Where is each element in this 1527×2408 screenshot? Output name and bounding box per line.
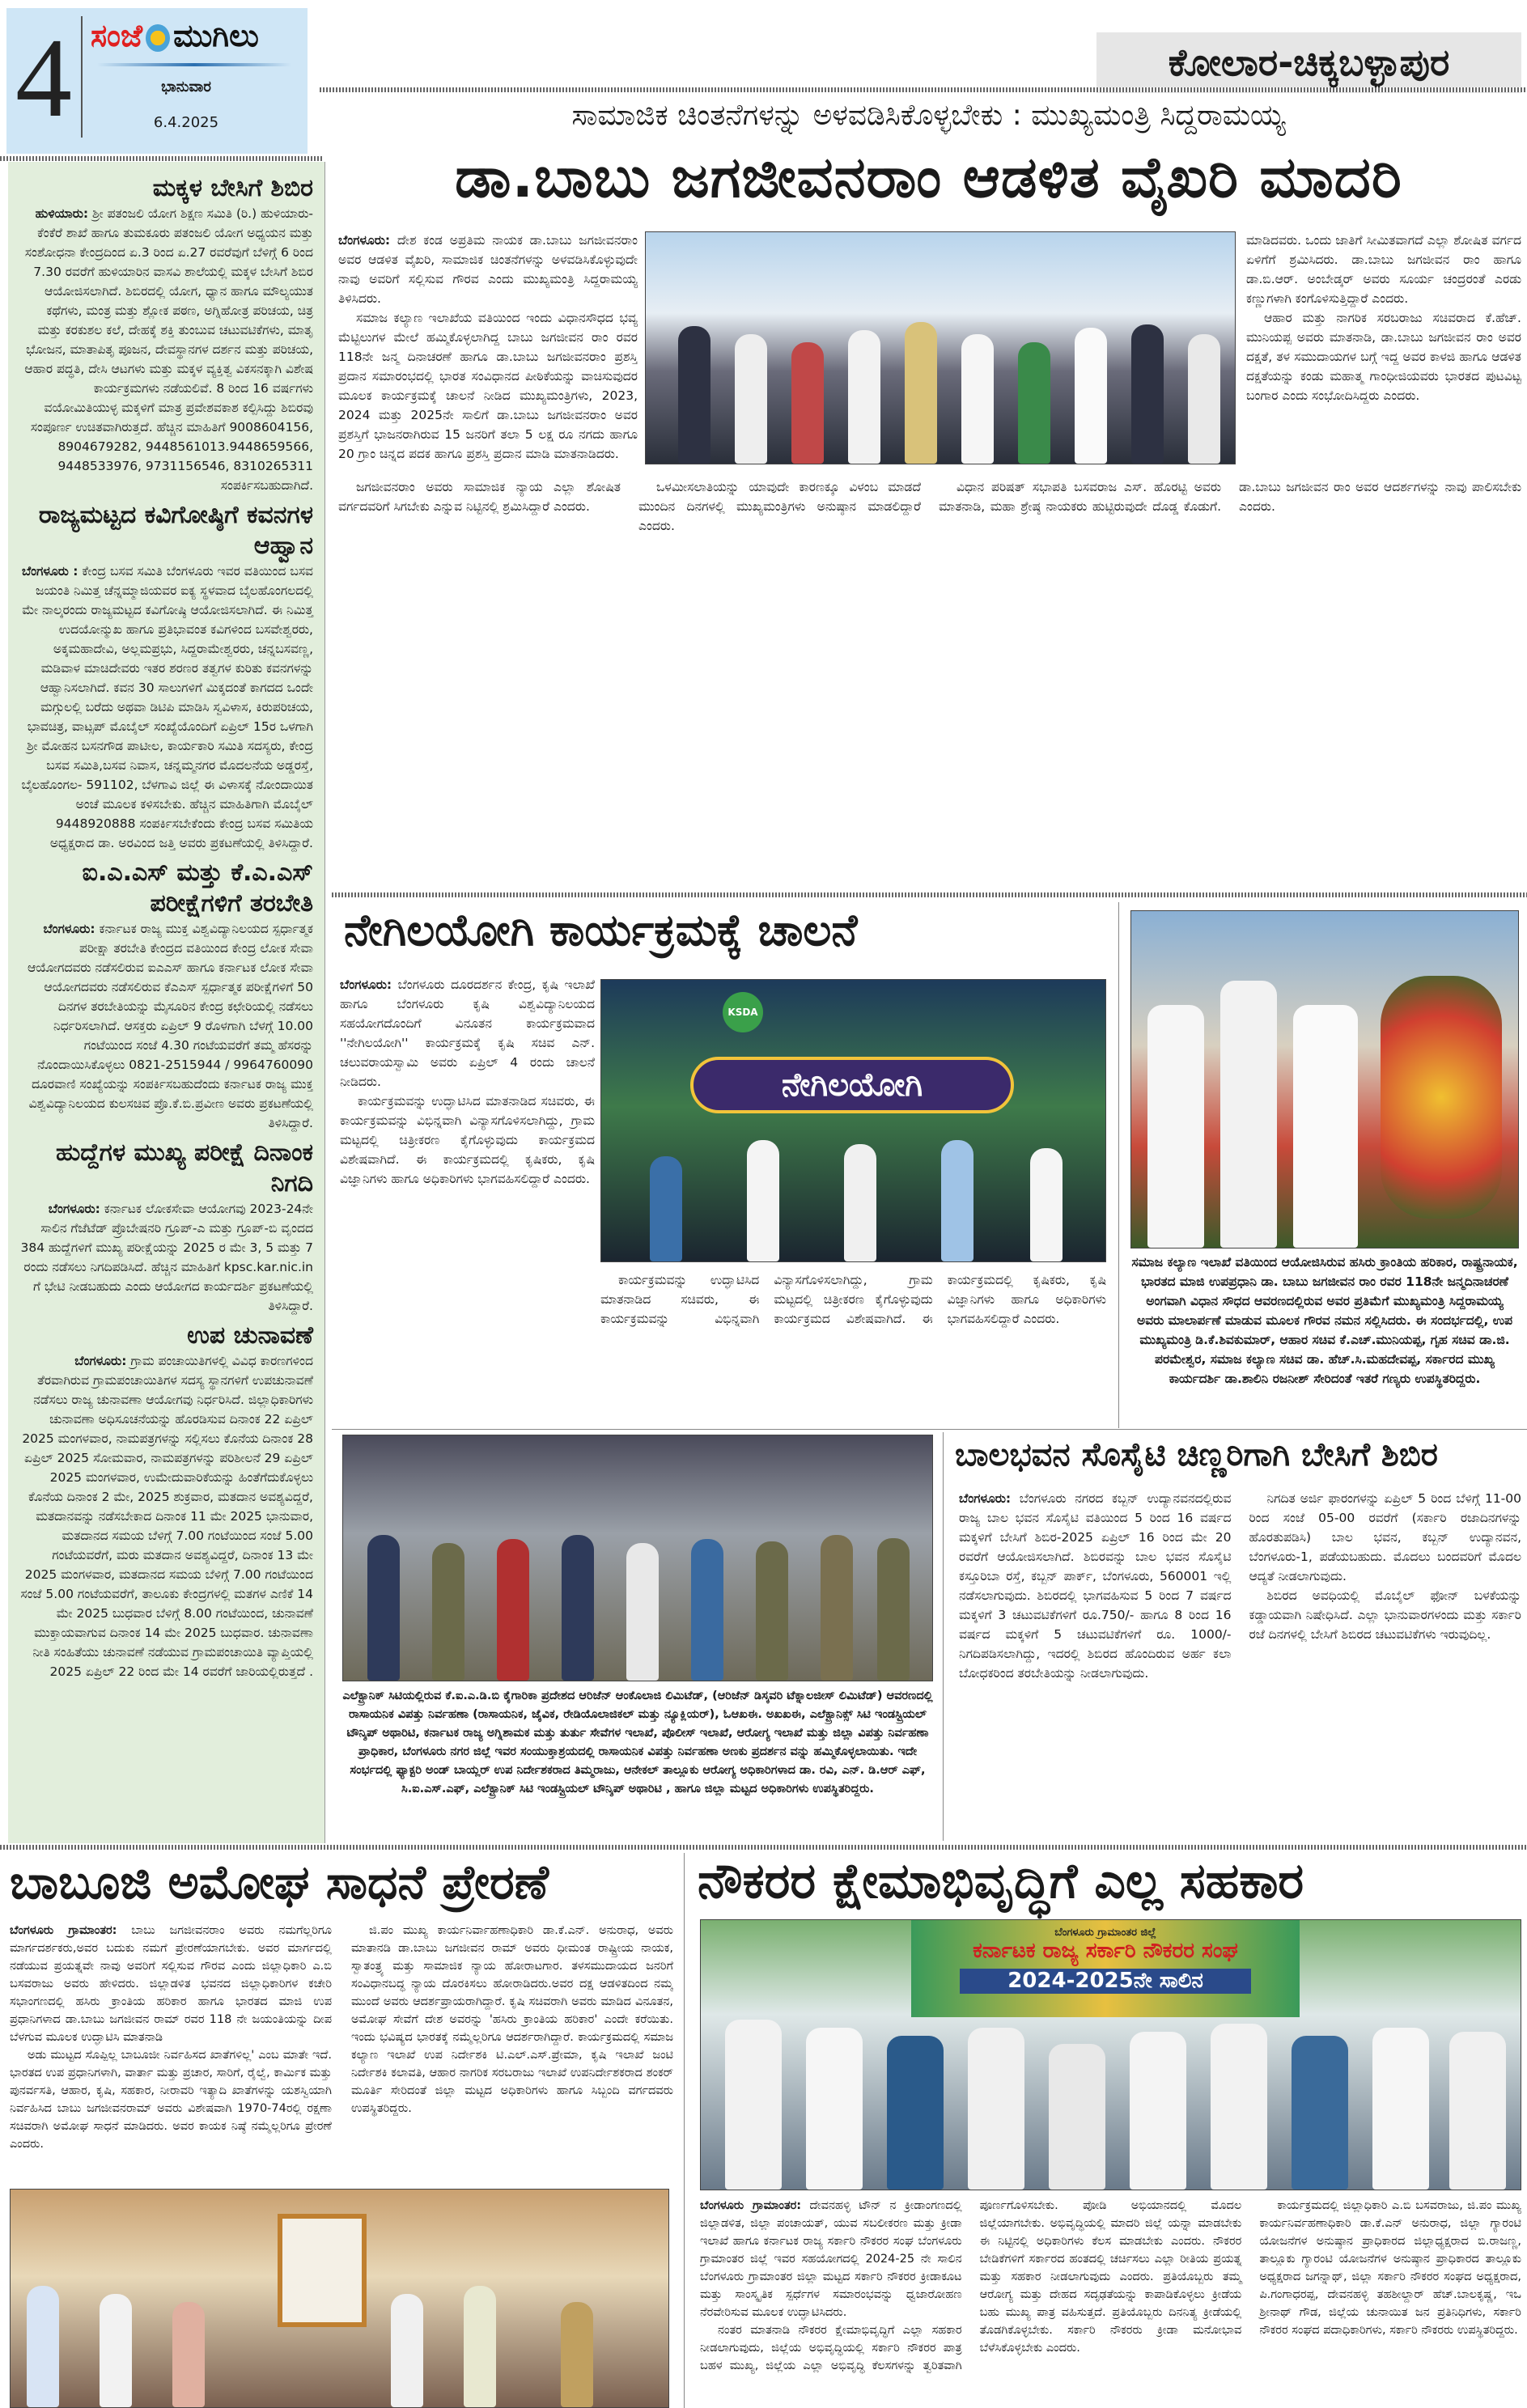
brief-exam-date: [19, 1138, 313, 1316]
brief-headline: ರಾಜ್ಯಮಟ್ಟದ ಕವಿಗೋಷ್ಠಿಗೆ ಕವನಗಳ ಆಹ್ವಾನ: [38, 501, 313, 560]
babuji-body: ಬೆಂಗಳೂರು ಗ್ರಾಮಾಂತರ: ಬಾಬು ಜಗಜೀವನರಾಂ ಅವರು ನಮಗೆಲ್ಲರಿಗೂ ಮಾರ್ಗದರ್ಶಕರು,ಅವರ ಬದುಕು ನಮಗೆ ಪ್ರೇರಣೆಯಾಗಬೇಕು. ಅವರ ಮಾರ್ಗದಲ್ಲಿ ನಡೆಯುವ ಪ್ರಯತ್ನವೇ ನಾವು ಅವರಿಗೆ ಸಲ್ಲಿಸುವ ಗೌರವ ಎಂದು ಜಿಲ್ಲಾಧಿಕಾರಿ ಎ.ಬಿ ಬಸವರಾಜು ಅವರು ಹೇಳಿದರು. ಜಿಲ್ಲಾಡಳಿತ ಭವನದ ಜಿಲ್ಲಾಧಿಕಾರಿಗಳ ಕಚೇರಿ ಸಭಾಂಗಣದಲ್ಲಿ ಹಸಿರು ಕ್ರಾಂತಿಯ ಹರಿಕಾರ ಹಾಗೂ ಭಾರತದ ಮಾಜಿ ಉಪ ಪ್ರಧಾನಿಗಳಾದ ಡಾ.ಬಾಬು ಜಗಜೀವನ ರಾಮ್ ರವರ 118 ನೇ ಜಯಂತಿಯನ್ನು ದೀಪ ಬೆಳಗುವ ಮೂಲಕ ಉದ್ಘಾಟಿಸಿ ಮಾತನಾಡಿ ಅಡು ಮುಟ್ಟದ ಸೊಪ್ಪಿಲ್ಲ ಬಾಬೂಜೀ ನಿರ್ವಹಿಸದ ಖಾತೆಗಳಿಲ್ಲ' ಎಂಬ ಮಾತೇ ಇದೆ. ಭಾರತದ ಉಪ ಪ್ರಧಾನಿಗಳಾಗಿ, ವಾರ್ತಾ ಮತ್ತು ಪ್ರಚಾರ, ಸಾರಿಗೆ, ರೈಲ್ವೆ, ಕಾರ್ಮಿಕ ಮತ್ತು ಪುನರ್ವಸತಿ, ಆಹಾರ, ಕೃಷಿ, ಸಹಕಾರ, ನೀರಾವರಿ ಇತ್ಯಾದಿ ಖಾತೆಗಳನ್ನು ಯಶಸ್ವಿಯಾಗಿ ನಿರ್ವಹಿಸಿದ ಬಾಬು ಜಗಜೀವನರಾಮ್ ಅವರು ವಿಶೇಷವಾಗಿ 1970-74ರಲ್ಲಿ ರಕ್ಷಣಾ ಸಚಿವರಾಗಿ ಅಮೋಘ ಸಾಧನೆ ಮಾಡಿದರು. ಅವರ ಕಾಯಕ ನಿಷ್ಠೆ ನಮ್ಮೆಲ್ಲರಿಗೂ ಪ್ರೇರಣೆ ಎಂದರು. ಜಿ.ಪಂ ಮುಖ್ಯ ಕಾರ್ಯನಿರ್ವಾಹಣಾಧಿಕಾರಿ ಡಾ.ಕೆ.ಎನ್. ಅನುರಾಧ, ಅವರು ಮಾತಾನಡಿ ಡಾ.ಬಾಬು ಜಗಜೀವನ ರಾಮ್ ಅವರು ಧೀಮಂತ ರಾಷ್ಟ್ರೀಯ ನಾಯಕ, ಸ್ವಾತಂತ್ರ್ಯ ಮತ್ತು ಸಾಮಾಜಿಕ ನ್ಯಾಯ ಹೋರಾಟಗಾರ. ತಳಸಮುದಾಯದ ಜನರಿಗೆ ಸಂವಿಧಾನಬದ್ಧ ನ್ಯಾಯ ದೊರಕಿಸಲು ಹೋರಾಡಿದರು.ಅವರ ದಕ್ಷ ಆಡಳಿತದಿಂದ ನಮ್ಮ ಮುಂದೆ ಅವರು ಆದರ್ಶಪ್ರಾಯರಾಗಿದ್ದಾರೆ. ಕೃಷಿ ಸಚಿವರಾಗಿ ಅವರು ಮಾಡಿದ ವಿನೂತನ, ಅಮೋಘ ಸೇವೆಗೆ ದೇಶ ಅವರನ್ನು 'ಹಸಿರು ಕ್ರಾಂತಿಯ ಹರಿಕಾರ' ಎಂದೇ ಕರೆಯಿತು. ಇಂದು ಭವಿಷ್ಯದ ಭಾರತಕ್ಕೆ ನಮ್ಮೆಲ್ಲರಿಗೂ ಆದರ್ಶರಾಗಿದ್ದಾರೆ. ಕಾರ್ಯಕ್ರಮದಲ್ಲಿ ಸಮಾಜ ಕಲ್ಯಾಣ ಇಲಾಖೆ ಉಪ ನಿರ್ದೇಶಕಿ ಟಿ.ಎಲ್.ಎಸ್.ಪ್ರೇಮಾ, ಕೃಷಿ ಇಲಾಖೆ ಜಂಟಿ ನಿರ್ದೇಶಕಿ ಕಲಾವತಿ, ಆಹಾರ ನಾಗರಿಕ ಸರಬರಾಜು ಇಲಾಖೆ ಉಪನಿರ್ದೇಶಕರಾದ ಶಂಕರ್ ಮೂರ್ತಿ ಸೇರಿದಂತೆ ಜಿಲ್ಲಾ ಮಟ್ಟದ ಅಧಿಕಾರಿಗಳು ಹಾಗೂ ಸಿಬ್ಬಂದಿ ವರ್ಗದವರು ಉಪಸ್ಥಿತರಿದ್ದರು.: [10, 1924, 673, 2151]
sun-logo-icon: [146, 24, 170, 52]
bottom-section-divider: [0, 1845, 1527, 1850]
main-body-lower: ಜಗಜೀವನರಾಂ ಅವರು ಸಾಮಾಜಿಕ ನ್ಯಾಯ ಎಲ್ಲಾ ಶೋಷಿತ ವರ್ಗದವರಿಗೆ ಸಿಗಬೇಕು ಎನ್ನುವ ನಿಟ್ಟಿನಲ್ಲಿ ಶ್ರಮಿಸಿದ್ದಾರೆ ಎಂದರು. ಒಳಮೀಸಲಾತಿಯನ್ನು ಯಾವುದೇ ಕಾರಣಕ್ಕೂ ವಿಳಂಬ ಮಾಡದೆ ಮುಂದಿನ ದಿನಗಳಲ್ಲಿ ಮುಖ್ಯಮಂತ್ರಿಗಳು ಅನುಷ್ಠಾನ ಮಾಡಲಿದ್ದಾರೆ ಎಂದರು. ವಿಧಾನ ಪರಿಷತ್ ಸಭಾಪತಿ ಬಸವರಾಜ ಎಸ್. ಹೊರಟ್ಟಿ ಅವರು ಮಾತನಾಡಿ, ಮಹಾ ಶ್ರೇಷ್ಠ ನಾಯಕರು ಹುಟ್ಟಿರುವುದೇ ದೊಡ್ಡ ಕೊಡುಗೆ. ಡಾ.ಬಾಬು ಜಗಜೀವನ ರಾಂ ಅವರ ಆದರ್ಶಗಳನ್ನು ನಾವು ಪಾಲಿಸಬೇಕು ಎಂದರು.: [338, 480, 1521, 533]
balabhavana-body: ಬೆಂಗಳೂರು: ಬೆಂಗಳೂರು ನಗರದ ಕಬ್ಬನ್ ಉದ್ಯಾನವನದಲ್ಲಿರುವ ರಾಜ್ಯ ಬಾಲ ಭವನ ಸೊಸೈಟಿ ವತಿಯಿಂದ 5 ರಿಂದ 16 ವರ್ಷದ ಮಕ್ಕಳಿಗೆ ಬೇಸಿಗೆ ಶಿಬಿರ-2025 ಏಪ್ರಿಲ್ 16 ರಿಂದ ಮೇ 20 ರವರೆಗೆ ಆಯೋಜಿಸಲಾಗಿದೆ. ಶಿಬಿರವನ್ನು ಬಾಲ ಭವನ ಸೊಸೈಟಿ ಕಸ್ತೂರಿಬಾ ರಸ್ತೆ, ಕಬ್ಬನ್ ಪಾರ್ಕ್, ಬೆಂಗಳೂರು, 560001 ಇಲ್ಲಿ ನಡೆಸಲಾಗುವುದು. ಶಿಬಿರದಲ್ಲಿ ಭಾಗವಹಿಸುವ 5 ರಿಂದ 7 ವರ್ಷದ ಮಕ್ಕಳಿಗೆ 3 ಚಟುವಟಿಕೆಗಳಿಗೆ ರೂ.750/- ಹಾಗೂ 8 ರಿಂದ 16 ವರ್ಷದ ಮಕ್ಕಳಿಗೆ 5 ಚಟುವಟಿಕೆಗಳಿಗೆ ರೂ. 1000/- ನಿಗದಿಪಡಿಸಲಾಗಿದ್ದು, ಇದರಲ್ಲಿ ಶಿಬಿರದ ಹೊಂದಿರುವ ಅರ್ಹ ಕಲಾ ಬೋಧಕರಿಂದ ತರಬೇತಿಯನ್ನು ನೀಡಲಾಗುವುದು. ನಿಗದಿತ ಅರ್ಜಿ ಫಾರಂಗಳನ್ನು ಏಪ್ರಿಲ್ 5 ರಿಂದ ಬೆಳಿಗ್ಗೆ 11-00 ರಿಂದ ಸಂಜೆ 05-00 ರವರೆಗೆ (ಸರ್ಕಾರಿ ರಜಾದಿನಗಳನ್ನು ಹೊರತುಪಡಿಸಿ) ಬಾಲ ಭವನ, ಕಬ್ಬನ್ ಉದ್ಯಾನವನ, ಬೆಂಗಳೂರು-1, ಪಡೆಯಬಹುದು. ಮೊದಲು ಬಂದವರಿಗೆ ಮೊದಲ ಆದ್ಯತೆ ನೀಡಲಾಗುವುದು. ಶಿಬಿರದ ಅವಧಿಯಲ್ಲಿ ಮೊಬೈಲ್ ಫೋನ್ ಬಳಕೆಯನ್ನು ಕಡ್ಡಾಯವಾಗಿ ನಿಷೇಧಿಸಿದೆ. ಎಲ್ಲಾ ಭಾನುವಾರಗಳಂದು ಮತ್ತು ಸರ್ಕಾರಿ ರಜೆ ದಿನಗಳಲ್ಲಿ ಬೇಸಿಗೆ ಶಿಬಿರದ ಚಟುವಟಿಕೆಗಳು ಇರುವುದಿಲ್ಲ.: [959, 1491, 1521, 1681]
main-photo-award-ceremony: [645, 231, 1236, 464]
issue-day: ಭಾನುವಾರ: [161, 78, 211, 95]
section-divider: [332, 1429, 1527, 1430]
column-rule: [684, 1853, 685, 2408]
top-divider: [320, 87, 1527, 92]
brief-headline: ಹುದ್ದೆಗಳ ಮುಖ್ಯ ಪರೀಕ್ಷೆ ದಿನಾಂಕ ನಿಗದಿ: [55, 1138, 313, 1198]
mock-drill-caption: ಎಲೆಕ್ಟ್ರಾನಿಕ್ ಸಿಟಿಯಲ್ಲಿರುವ ಕೆ.ಐ.ಎ.ಡಿ.ಬಿ ಕೈಗಾರಿಕಾ ಪ್ರದೇಶದ ಆರಿಜೆನ್ ಆಂಕೊಲಾಜಿ ಲಿಮಿಟೆಡ್, (ಆರಿಜೆನ್ ಡಿಸ್ಕವರಿ ಟೆಕ್ನಾಲಜೀಸ್ ಲಿಮಿಟೆಡ್) ಆವರಣದಲ್ಲಿ ರಾಸಾಯನಿಕ ವಿಪತ್ತು ನಿರ್ವಹಣಾ (ರಾಸಾಯನಿಕ, ಜೈವಿಕ, ರೇಡಿಯೊಲಾಜಿಕಲ್ ಮತ್ತು ನ್ಯೂಕ್ಲಿಯರ್), ಓಆಖಈ. ಅಖಖಈ, ಎಲೆಕ್ಟ್ರಾನಿಕ್ಸ್ ಸಿಟಿ ಇಂಡಸ್ಟ್ರಿಯಲ್ ಟೌನ್ಶಿಪ್ ಅಥಾರಿಟಿ, ಕರ್ನಾಟಕ ರಾಜ್ಯ ಅಗ್ನಿಶಾಮಕ ಮತ್ತು ತುರ್ತು ಸೇವೆಗಳ ಇಲಾಖೆ, ಪೊಲೀಸ್ ಇಲಾಖೆ, ಆರೋಗ್ಯ ಇಲಾಖೆ ಮತ್ತು ಜಿಲ್ಲಾ ವಿಪತ್ತು ನಿರ್ವಹಣಾ ಪ್ರಾಧಿಕಾರ, ಬೆಂಗಳೂರು ನಗರ ಜಿಲ್ಲೆ ಇವರ ಸಂಯುಕ್ತಾಶ್ರಯದಲ್ಲಿ ರಾಸಾಯನಿಕ ವಿಪತ್ತು ನಿರ್ವಹಣಾ ಅಣಕು ಪ್ರದರ್ಶನ ವನ್ನು ಹಮ್ಮಿಕೊಳ್ಳಲಾಯಿತು. ಇದೇ ಸಂರ್ಭದಲ್ಲಿ ಫ್ಯಾಕ್ಟರಿ ಅಂಡ್ ಬಾಯ್ಲರ್ ಉಪ ನಿರ್ದೇಶಕರಾದ ತಿಮ್ಮರಾಜು, ಆನೇಕಲ್ ತಾಲ್ಲೂಕು ಆರೋಗ್ಯ ಅಧಿಕಾರಿಗಳಾದ ಡಾ. ರವಿ, ಎನ್. ಡಿ.ಆರ್ ಎಫ್, ಸಿ.ಐ.ಎಸ್.ಎಫ್, ಎಲೆಕ್ಟ್ರಾನಿಕ್ ಸಿಟಿ ಇಂಡಸ್ಟ್ರಿಯಲ್ ಟೌನ್ಶಿಪ್ ಅಥಾರಿಟಿ , ಹಾಗೂ ಜಿಲ್ಲಾ ಮಟ್ಟದ ಅಧಿಕಾರಿಗಳು ಉಪಸ್ಥಿತರಿದ್ದರು.: [342, 1689, 933, 1795]
brief-by-election: [19, 1321, 313, 1681]
column-rule: [943, 1432, 944, 1841]
brief-body: ಬೆಂಗಳೂರು: ಗ್ರಾಮ ಪಂಚಾಯಿತಿಗಳಲ್ಲಿ ವಿವಿಧ ಕಾರಣಗಳಿಂದ ತೆರವಾಗಿರುವ ಗ್ರಾಮಪಂಚಾಯಿತಿಗಳ ಸದಸ್ಯ ಸ್ಥಾನಗಳಿಗೆ ಉಪಚುನಾವಣೆ ನಡೆಸಲು ರಾಜ್ಯ ಚುನಾವಣಾ ಆಯೋಗವು ನಿರ್ಧರಿಸಿದೆ. ಜಿಲ್ಲಾಧಿಕಾರಿಗಳು ಚುನಾವಣಾ ಅಧಿಸೂಚನೆಯನ್ನು ಹೊರಡಿಸುವ ದಿನಾಂಕ 22 ಏಪ್ರಿಲ್ 2025 ಮಂಗಳವಾರ, ನಾಮಪತ್ರಗಳನ್ನು ಸಲ್ಲಿಸಲು ಕೊನೆಯ ದಿನಾಂಕ 28 ಏಪ್ರಿಲ್ 2025 ಸೋಮವಾರ, ನಾಮಪತ್ರಗಳನ್ನು ಪರಿಶೀಲನೆ 29 ಏಪ್ರಿಲ್ 2025 ಮಂಗಳವಾರ, ಉಮೇದುವಾರಿಕೆಯನ್ನು ಹಿಂತೆಗೆದುಕೊಳ್ಳಲು ಕೊನೆಯ ದಿನಾಂಕ 2 ಮೇ, 2025 ಶುಕ್ರವಾರ, ಮತದಾನ ಅವಶ್ಯವಿದ್ದರೆ, ಮತದಾನವನ್ನು ನಡೆಸಬೇಕಾದ ದಿನಾಂಕ 11 ಮೇ 2025 ಭಾನುವಾರ, ಮತದಾನದ ಸಮಯ ಬೆಳಿಗ್ಗೆ 7.00 ಗಂಟೆಯಿಂದ ಸಂಜೆ 5.00 ಗಂಟೆಯವರೆಗೆ, ಮರು ಮತದಾನ ಅವಶ್ಯವಿದ್ದರೆ, ದಿನಾಂಕ 13 ಮೇ 2025 ಮಂಗಳವಾರ, ಮತದಾನದ ಸಮಯ ಬೆಳಿಗ್ಗೆ 7.00 ಗಂಟೆಯಿಂದ ಸಂಜೆ 5.00 ಗಂಟೆಯವರೆಗೆ, ತಾಲೂಕು ಕೇಂದ್ರಗಳಲ್ಲಿ ಮತಗಳ ಎಣಿಕೆ 14 ಮೇ 2025 ಬುಧವಾರ ಬೆಳಿಗ್ಗೆ 8.00 ಗಂಟೆಯಿಂದ, ಚುನಾವಣೆ ಮುಕ್ತಾಯವಾಗುವ ದಿನಾಂಕ 14 ಮೇ 2025 ಬುಧವಾರ. ಚುನಾವಣಾ ನೀತಿ ಸಂಹಿತೆಯು ಚುನಾವಣೆ ನಡೆಯುವ ಗ್ರಾಮಪಂಚಾಯಿತಿ ವ್ಯಾಪ್ತಿಯಲ್ಲಿ 2025 ಏಪ್ರಿಲ್ 22 ರಿಂದ ಮೇ 14 ರವರೆಗೆ ಜಾರಿಯಲ್ಲಿರುತ್ತದೆ .: [20, 1354, 313, 1679]
brief-headline: ಮಕ್ಕಳ ಬೇಸಿಗೆ ಶಿಬಿರ: [152, 174, 313, 202]
naukarara-body: ಬೆಂಗಳೂರು ಗ್ರಾಮಾಂತರ: ದೇವನಹಳ್ಳಿ ಟೌನ್ ನ ಕ್ರೀಡಾಂಗಣದಲ್ಲಿ ಜಿಲ್ಲಾಡಳಿತ, ಜಿಲ್ಲಾ ಪಂಚಾಯತ್, ಯುವ ಸಬಲೀಕರಣ ಮತ್ತು ಕ್ರೀಡಾ ಇಲಾಖೆ ಹಾಗೂ ಕರ್ನಾಟಕ ರಾಜ್ಯ ಸರ್ಕಾರಿ ನೌಕರರ ಸಂಘ ಬೆಂಗಳೂರು ಗ್ರಾಮಾಂತರ ಜಿಲ್ಲೆ ಇವರ ಸಹಯೋಗದಲ್ಲಿ 2024-25 ನೇ ಸಾಲಿನ ಬೆಂಗಳೂರು ಗ್ರಾಮಾಂತರ ಜಿಲ್ಲಾ ಮಟ್ಟದ ಸರ್ಕಾರಿ ನೌಕರರ ಕ್ರೀಡಾಕೂಟ ಮತ್ತು ಸಾಂಸ್ಕೃತಿಕ ಸ್ಪರ್ಧೆಗಳ ಸಮಾರಂಭವನ್ನು ಧ್ವಜಾರೋಹಣ ನೆರವೇರಿಸುವ ಮೂಲಕ ಉದ್ಘಾಟಿಸಿದರು. ನಂತರ ಮಾತನಾಡಿ ನೌಕರರ ಕ್ಷೇಮಾಭಿವೃದ್ಧಿಗೆ ಎಲ್ಲಾ ಸಹಕಾರ ನೀಡಲಾಗುವುದು, ಜಿಲ್ಲೆಯ ಅಭಿವೃದ್ಧಿಯಲ್ಲಿ ಸರ್ಕಾರಿ ನೌಕರರ ಪಾತ್ರ ಬಹಳ ಮುಖ್ಯ, ಜಿಲ್ಲೆಯ ಎಲ್ಲಾ ಅಭಿವೃದ್ಧಿ ಕೆಲಸಗಳನ್ನು ತ್ವರಿತವಾಗಿ ಪೂರ್ಣಗೊಳಿಸಬೇಕು. ಪೋಡಿ ಅಭಿಯಾನದಲ್ಲಿ ಮೊದಲ ಜಿಲ್ಲೆಯಾಗಬೇಕು. ಅಭಿವೃದ್ಧಿಯಲ್ಲಿ ಮಾದರಿ ಜಿಲ್ಲೆ ಯನ್ನಾ ಮಾಡಬೇಕು ಈ ನಿಟ್ಟಿನಲ್ಲಿ ಅಧಿಕಾರಿಗಳು ಕೆಲಸ ಮಾಡಬೇಕು ಎಂದರು. ನೌಕರರ ಬೇಡಿಕೆಗಳಿಗೆ ಸರ್ಕಾರದ ಹಂತದಲ್ಲಿ ಚರ್ಚಿಸಲು ಎಲ್ಲಾ ರೀತಿಯ ಪ್ರಯತ್ನ ಮತ್ತು ಸಹಕಾರ ನೀಡಲಾಗುವುದು ಎಂದರು. ಪ್ರತಿಯೊಬ್ಬರು ತಮ್ಮ ಆರೋಗ್ಯ ಮತ್ತು ದೇಹದ ಸದೃಢತೆಯನ್ನು ಕಾಪಾಡಿಕೊಳ್ಳಲು ಕ್ರೀಡೆಯ ಬಹು ಮುಖ್ಯ ಪಾತ್ರ ವಹಿಸುತ್ತದೆ. ಪ್ರತಿಯೊಬ್ಬರು ದಿನನಿತ್ಯ ಕ್ರೀಡೆಯಲ್ಲಿ ತೊಡಗಿಕೊಳ್ಳಬೇಕು. ಸರ್ಕಾರಿ ನೌಕರರು ಕ್ರೀಡಾ ಮನೋಭಾವ ಬೆಳೆಸಿಕೊಳ್ಳಬೇಕು ಎಂದರು. ಕಾರ್ಯಕ್ರಮದಲ್ಲಿ ಜಿಲ್ಲಾಧಿಕಾರಿ ಎ.ಬಿ ಬಸವರಾಜು, ಜಿ.ಪಂ ಮುಖ್ಯ ಕಾರ್ಯನಿರ್ವಹಣಾಧಿಕಾರಿ ಡಾ.ಕೆ.ಎನ್ ಅನುರಾಧ, ಜಿಲ್ಲಾ ಗ್ಯಾರಂಟಿ ಯೋಜನೆಗಳ ಅನುಷ್ಠಾನ ಪ್ರಾಧಿಕಾರದ ಜಿಲ್ಲಾಧ್ಯಕ್ಷರಾದ ಬಿ.ರಾಜಣ್ಣ, ತಾಲ್ಲೂಕು ಗ್ಯಾರಂಟಿ ಯೋಜನೆಗಳ ಅನುಷ್ಠಾನ ಪ್ರಾಧಿಕಾರದ ತಾಲ್ಲೂಕು ಅಧ್ಯಕ್ಷರಾದ ಜಗನ್ನಾಥ್, ಜಿಲ್ಲಾ ಸರ್ಕಾರಿ ನೌಕರರ ಸಂಘದ ಅಧ್ಯಕ್ಷರಾದ, ಪಿ.ಗಂಗಾಧರಪ್ಪ, ದೇವನಹಳ್ಳಿ ತಹಶೀಲ್ದಾರ್ ಹೆಚ್.ಬಾಲಕೃಷ್ಣ, ಇಒ ಶ್ರೀನಾಥ್ ಗೌಡ, ಜಿಲ್ಲೆಯ ಚುನಾಯಿತ ಜನ ಪ್ರತಿನಿಧಿಗಳು, ಸರ್ಕಾರಿ ನೌಕರರ ಸಂಘದ ಪದಾಧಿಕಾರಿಗಳು, ಸರ್ಕಾರಿ ನೌಕರರು ಉಪಸ್ಥಿತರಿದ್ದರು.: [700, 2199, 1521, 2372]
logo-part1: ಸಂಜೆ: [91, 18, 143, 53]
brief-summer-camp: [19, 173, 313, 495]
negilayogi-body: ಬೆಂಗಳೂರು: ಬೆಂಗಳೂರು ದೂರದರ್ಶನ ಕೇಂದ್ರ, ಕೃಷಿ ಇಲಾಖೆ ಹಾಗೂ ಬೆಂಗಳೂರು ಕೃಷಿ ವಿಶ್ವವಿದ್ಯಾನಿಲಯದ ಸಹಯೋಗದೊಂದಿಗೆ ವಿನೂತನ ಕಾರ್ಯಕ್ರಮವಾದ ''ನೇಗಿಲಯೋಗಿ'' ಕಾರ್ಯಕ್ರಮಕ್ಕೆ ಕೃಷಿ ಸಚಿವ ಎನ್. ಚಲುವರಾಯಸ್ವಾಮಿ ಅವರು ಏಪ್ರಿಲ್ 4 ರಂದು ಚಾಲನೆ ನೀಡಿದರು. ಕಾರ್ಯಕ್ರಮವನ್ನು ಉದ್ಘಾಟಿಸಿದ ಮಾತನಾಡಿದ ಸಚಿವರು, ಈ ಕಾರ್ಯಕ್ರಮವನ್ನು ವಿಭಿನ್ನವಾಗಿ ವಿನ್ಯಾಸಗೊಳಿಸಲಾಗಿದ್ದು, ಗ್ರಾಮ ಮಟ್ಟದಲ್ಲಿ ಚಿತ್ರೀಕರಣ ಕೈಗೊಳ್ಳುವುದು ಕಾರ್ಯಕ್ರಮದ ವಿಶೇಷವಾಗಿದೆ. ಈ ಕಾರ್ಯಕ್ರಮದಲ್ಲಿ ಕೃಷಿಕರು, ಕೃಷಿ ವಿಜ್ಞಾನಿಗಳು ಹಾಗೂ ಅಧಿಕಾರಿಗಳು ಭಾಗವಹಿಸಲಿದ್ದಾರೆ ಎಂದರು.: [340, 977, 595, 1186]
ksda-badge: KSDA: [723, 992, 763, 1032]
negilayogi-headline: ನೇಗಿಲಯೋಗಿ ಕಾರ್ಯಕ್ರಮಕ್ಕೆ ಚಾಲನೆ: [344, 905, 858, 956]
brief-body: ಬೆಂಗಳೂರು: ಕರ್ನಾಟಕ ರಾಜ್ಯ ಮುಕ್ತ ವಿಶ್ವವಿದ್ಯಾನಿಲಯದ ಸ್ಪರ್ಧಾತ್ಮಕ ಪರೀಕ್ಷಾ ತರಬೇತಿ ಕೇಂದ್ರದ ವತಿಯಿಂದ ಕೇಂದ್ರ ಲೋಕ ಸೇವಾ ಆಯೋಗದವರು ನಡೆಸಲಿರುವ ಐಎಎಸ್ ಹಾಗೂ ಕರ್ನಾಟಕ ಲೋಕ ಸೇವಾ ಆಯೋಗದವರು ನಡೆಸಲಿರುವ ಕೆಎಎಸ್ ಸ್ಪರ್ಧಾತ್ಮಕ ಪರೀಕ್ಷೆಗಳಿಗೆ 50 ದಿನಗಳ ತರಬೇತಿಯನ್ನು ಮೈಸೂರಿನ ಕೇಂದ್ರ ಕಛೇರಿಯಲ್ಲಿ ನಡೆಸಲು ನಿರ್ಧರಿಸಲಾಗಿದೆ. ಆಸಕ್ತರು ಏಪ್ರಿಲ್ 9 ರೊಳಗಾಗಿ ಬೆಳಗ್ಗೆ 10.00 ಗಂಟೆಯಿಂದ ಸಂಜೆ 4.30 ಗಂಟೆಯವರೆಗೆ ತಮ್ಮ ಹೆಸರನ್ನು ನೊಂದಾಯಿಸಿಕೊಳ್ಳಲು 0821-2515944 / 9964760090 ದೂರವಾಣಿ ಸಂಖ್ಯೆಯನ್ನು ಸಂಪರ್ಕಿಸಬಹುದೆಂದು ಕರ್ನಾಟಕ ರಾಜ್ಯ ಮುಕ್ತ ವಿಶ್ವವಿದ್ಯಾನಿಲಯದ ಕುಲಸಚಿವ ಪ್ರೊ.ಕೆ.ಬಿ.ಪ್ರವೀಣ ಅವರು ಪ್ರಕಟಣೆಯಲ್ಲಿ ತಿಳಿಸಿದ್ದಾರೆ.: [28, 922, 313, 1130]
brief-body: ಬೆಂಗಳೂರು: ಕರ್ನಾಟಕ ಲೋಕಸೇವಾ ಆಯೋಗವು 2023-24ನೇ ಸಾಲಿನ ಗೆಜೆಟೆಡ್ ಪ್ರೊಬೇಷನರಿ ಗ್ರೂಪ್-ಎ ಮತ್ತು ಗ್ರೂಪ್-ಬಿ ವೃಂದದ 384 ಹುದ್ದೆಗಳಿಗೆ ಮುಖ್ಯ ಪರೀಕ್ಷೆಯನ್ನು 2025 ರ ಮೇ 3, 5 ಮತ್ತು 7 ರಂದು ನಡೆಸಲು ನಿಗದಿಪಡಿಸಿದೆ. ಹೆಚ್ಚಿನ ಮಾಹಿತಿಗೆ kpsc.kar.nic.in ಗೆ ಭೇಟಿ ನೀಡಬಹುದು ಎಂದು ಆಯೋಗದ ಕಾರ್ಯದರ್ಶಿ ಪ್ರಕಟಣೆಯಲ್ಲಿ ತಿಳಿಸಿದ್ದಾರೆ.: [20, 1202, 313, 1313]
brief-body: ಬೆಂಗಳೂರು : ಕೇಂದ್ರ ಬಸವ ಸಮಿತಿ ಬೆಂಗಳೂರು ಇವರ ವತಿಯಿಂದ ಬಸವ ಜಯಂತಿ ನಿಮಿತ್ತ ಚೆನ್ನಮ್ಮಾಜಿಯವರ ಐಕ್ಯ ಸ್ಥಳವಾದ ಬೈಲಹೊಂಗಲದಲ್ಲಿ ಮೇ ನಾಲ್ಕರಂದು ರಾಜ್ಯಮಟ್ಟದ ಕವಿಗೋಷ್ಠಿ ಆಯೋಜಿಸಲಾಗಿದೆ. ಈ ನಿಮಿತ್ತ ಉದಯೋನ್ಮುಖ ಹಾಗೂ ಪ್ರತಿಭಾವಂತ ಕವಿಗಳಿಂದ ಬಸವೇಶ್ವರರು, ಅಕ್ಕಮಹಾದೇವಿ, ಅಲ್ಲಮಪ್ರಭು, ಸಿದ್ದರಾಮೇಶ್ವರರು, ಚನ್ನಬಸವಣ್ಣ, ಮಡಿವಾಳ ಮಾಚಿದೇವರು ಇತರ ಶರಣರ ತತ್ವಗಳ ಕುರಿತು ಕವನಗಳನ್ನು ಆಹ್ವಾನಿಸಲಾಗಿದೆ. ಕವನ 30 ಸಾಲುಗಳಿಗೆ ಮಿಕ್ಕದಂತೆ ಕಾಗದದ ಒಂದೇ ಮಗ್ಗುಲಲ್ಲಿ ಬರೆದು ಅಥವಾ ಡಿಟಿಪಿ ಮಾಡಿಸಿ ಸ್ವವಿಳಾಸ, ಕಿರುಪರಿಚಯ, ಭಾವಚಿತ್ರ, ವಾಟ್ಸಪ್ ಮೊಬೈಲ್ ಸಂಖ್ಯೆಯೊಂದಿಗೆ ಏಪ್ರಿಲ್ 15ರ ಒಳಗಾಗಿ ಶ್ರೀ ಮೋಹನ ಬಸನಗೌಡ ಪಾಟೀಲ, ಕಾರ್ಯಕಾರಿ ಸಮಿತಿ ಸದಸ್ಯರು, ಕೇಂದ್ರ ಬಸವ ಸಮಿತಿ,ಬಸವ ನಿವಾಸ, ಚನ್ನಮ್ಮನಗರ ಮೊದಲನೆಯ ಅಡ್ಡರಸ್ತೆ, ಬೈಲಹೊಂಗಲ- 591102, ಬೆಳಗಾವಿ ಜಿಲ್ಲೆ ಈ ವಿಳಾಸಕ್ಕೆ ನೋಂದಾಯಿತ ಅಂಚೆ ಮೂಲಕ ಕಳಿಸಬೇಕು. ಹೆಚ್ಚಿನ ಮಾಹಿತಿಗಾಗಿ ಮೊಬೈಲ್ 9448920888 ಸಂಪರ್ಕಿಸಬೇಕೆಂದು ಕೇಂದ್ರ ಬಸವ ಸಮಿತಿಯ ಅಧ್ಯಕ್ಷರಾದ ಡಾ. ಅರವಿಂದ ಜತ್ತಿ ಅವರು ಪ್ರಕಟಣೆಯಲ್ಲಿ ತಿಳಿಸಿದ್ದಾರೆ.: [21, 564, 313, 850]
negilayogi-launch-photo: [600, 979, 1106, 1262]
naukarara-headline: ನೌಕರರ ಕ್ಷೇಮಾಭಿವೃದ್ಧಿಗೆ ಎಲ್ಲ ಸಹಕಾರ: [698, 1853, 1304, 1910]
page-number: 4: [15, 15, 72, 141]
cm-photo-caption: ಸಮಾಜ ಕಲ್ಯಾಣ ಇಲಾಖೆ ವತಿಯಿಂದ ಆಯೋಜಿಸಿರುವ ಹಸಿರು ಕ್ರಾಂತಿಯ ಹರಿಕಾರ, ರಾಷ್ಟ್ರನಾಯಕ, ಭಾರತದ ಮಾಜಿ ಉಪಪ್ರಧಾನಿ ಡಾ. ಬಾಬು ಜಗಜೀವನ ರಾಂ ರವರ 118ನೇ ಜನ್ಮದಿನಾಚರಣೆ ಅಂಗವಾಗಿ ವಿಧಾನ ಸೌಧದ ಆವರಣದಲ್ಲಿರುವ ಅವರ ಪ್ರತಿಮೆಗೆ ಮುಖ್ಯಮಂತ್ರಿ ಸಿದ್ದರಾಮಯ್ಯ ಅವರು ಮಾಲಾರ್ಪಣೆ ಮಾಡುವ ಮೂಲಕ ಗೌರವ ನಮನ ಸಲ್ಲಿಸಿದರು. ಈ ಸಂದರ್ಭದಲ್ಲಿ, ಉಪ ಮುಖ್ಯಮಂತ್ರಿ ಡಿ.ಕೆ.ಶಿವಕುಮಾರ್, ಆಹಾರ ಸಚಿವ ಕೆ.ಎಚ್.ಮುನಿಯಪ್ಪ, ಗೃಹ ಸಚಿವ ಡಾ.ಜಿ. ಪರಮೇಶ್ವರ, ಸಮಾಜ ಕಲ್ಯಾಣ ಸಚಿವ ಡಾ. ಹೆಚ್.ಸಿ.ಮಹದೇವಪ್ಪ, ಸರ್ಕಾರದ ಮುಖ್ಯ ಕಾರ್ಯದರ್ಶಿ ಡಾ.ಶಾಲಿನಿ ರಜನೀಶ್ ಸೇರಿದಂತೆ ಇತರೆ ಗಣ್ಯರು ಉಪಸ್ಥಿತರಿದ್ದರು.: [1131, 1255, 1518, 1386]
portrait-frame: [278, 2214, 367, 2327]
sidebar-briefs: [8, 162, 325, 1843]
newspaper-logo: [91, 13, 259, 58]
region-title: ಕೋಲಾರ-ಚಿಕ್ಕಬಳ್ಳಾಪುರ: [1096, 32, 1521, 93]
brief-ias-kas: [19, 858, 313, 1133]
brief-poetry: [19, 500, 313, 853]
event-banner: ಬೆಂಗಳೂರು ಗ್ರಾಮಾಂತರ ಜಿಲ್ಲೆ ಕರ್ನಾಟಕ ರಾಜ್ಯ ಸರ್ಕಾರಿ ನೌಕರರ ಸಂಘ 2024-2025ನೇ ಸಾಲಿನ: [911, 1920, 1300, 2017]
cm-garlanding-photo: [1130, 910, 1519, 1249]
logo-part2: ಮುಗಿಲು: [173, 18, 259, 53]
main-body-col1: ಬೆಂಗಳೂರು: ದೇಶ ಕಂಡ ಅಪ್ರತಿಮ ನಾಯಕ ಡಾ.ಬಾಬು ಜಗಜೀವನರಾಂ ಅವರ ಆಡಳಿತ ವೈಖರಿ, ಸಾಮಾಜಿಕ ಚಿಂತನೆಗಳನ್ನು ಅಳವಡಿಸಿಕೊಳ್ಳುವುದೇ ನಾವು ಅವರಿಗೆ ಸಲ್ಲಿಸುವ ಗೌರವ ಎಂದು ಮುಖ್ಯಮಂತ್ರಿ ಸಿದ್ದರಾಮಯ್ಯ ತಿಳಿಸಿದರು. ಸಮಾಜ ಕಲ್ಯಾಣ ಇಲಾಖೆಯ ವತಿಯಿಂದ ಇಂದು ವಿಧಾನಸೌಧದ ಭವ್ಯ ಮೆಟ್ಟಿಲುಗಳ ಮೇಲೆ ಹಮ್ಮಿಕೊಳ್ಳಲಾಗಿದ್ದ ಬಾಬು ಜಗಜೀವನ ರಾಂ ರವರ 118ನೇ ಜನ್ಮ ದಿನಾಚರಣೆ ಹಾಗೂ ಡಾ.ಬಾಬು ಜಗಜೀವನರಾಂ ಪ್ರಶಸ್ತಿ ಪ್ರದಾನ ಸಮಾರಂಭದಲ್ಲಿ ಭಾರತ ಸಂವಿಧಾನದ ಪೀಠಿಕೆಯನ್ನು ವಾಚಿಸುವುದರ ಮೂಲಕ ಕಾರ್ಯಕ್ರಮಕ್ಕೆ ಚಾಲನೆ ನೀಡಿದ ಮುಖ್ಯಮಂತ್ರಿಗಳು, 2023, 2024 ಮತ್ತು 2025ನೇ ಸಾಲಿಗೆ ಡಾ.ಬಾಬು ಜಗಜೀವನರಾಂ ಅವರ ಪ್ರಶಸ್ತಿಗೆ ಭಾಜನರಾಗಿರುವ 15 ಜನರಿಗೆ ತಲಾ 5 ಲಕ್ಷ ರೂ ನಗದು ಹಾಗೂ 20 ಗ್ರಾಂ ಚಿನ್ನದ ಪದಕ ಹಾಗೂ ಪ್ರಶಸ್ತಿ ಪ್ರದಾನ ಮಾಡಿ ಮಾತನಾಡಿದರು.: [338, 233, 638, 461]
masthead-divider: [81, 16, 83, 138]
babuji-tribute-photo: [10, 2189, 669, 2408]
negilayogi-body-lower: ಕಾರ್ಯಕ್ರಮವನ್ನು ಉದ್ಘಾಟಿಸಿದ ಮಾತನಾಡಿದ ಸಚಿವರು, ಈ ಕಾರ್ಯಕ್ರಮವನ್ನು ವಿಭಿನ್ನವಾಗಿ ವಿನ್ಯಾಸಗೊಳಿಸಲಾಗಿದ್ದು, ಗ್ರಾಮ ಮಟ್ಟದಲ್ಲಿ ಚಿತ್ರೀಕರಣ ಕೈಗೊಳ್ಳುವುದು ಕಾರ್ಯಕ್ರಮದ ವಿಶೇಷವಾಗಿದೆ. ಈ ಕಾರ್ಯಕ್ರಮದಲ್ಲಿ ಕೃಷಿಕರು, ಕೃಷಿ ವಿಜ್ಞಾನಿಗಳು ಹಾಗೂ ಅಧಿಕಾರಿಗಳು ಭಾಗವಹಿಸಲಿದ್ದಾರೆ ಎಂದರು.: [600, 1273, 1106, 1326]
section-divider: [332, 892, 1527, 897]
balabhavana-headline: ಬಾಲಭವನ ಸೊಸೈಟಿ ಚಿಣ್ಣರಿಗಾಗಿ ಬೇಸಿಗೆ ಶಿಬಿರ: [955, 1436, 1438, 1473]
brief-body: ಹುಳಿಯಾರು: ಶ್ರೀ ಪತಂಜಲಿ ಯೋಗ ಶಿಕ್ಷಣ ಸಮಿತಿ (ರಿ.) ಹುಳಿಯಾರು-ಕೆಂಕೆರೆ ಶಾಖೆ ಹಾಗೂ ತುಮಕೂರು ಪತಂಜಲಿ ಯೋಗ ಅಧ್ಯಯನ ಮತ್ತು ಸಂಶೋಧನಾ ಕೇಂದ್ರದಿಂದ ಏ.3 ರಿಂದ ಏ.27 ರವರೆವುಗೆ ಬೆಳಿಗ್ಗೆ 6 ರಿಂದ 7.30 ರವರೆಗೆ ಹುಳಿಯಾರಿನ ವಾಸವಿ ಶಾಲೆಯಲ್ಲಿ ಮಕ್ಕಳ ಬೇಸಿಗೆ ಶಿಬಿರ ಆಯೋಜಿಸಲಾಗಿದೆ. ಶಿಬಿರದಲ್ಲಿ ಯೋಗ, ಧ್ಯಾನ ಹಾಗೂ ಮೌಲ್ಯಯುತ ಕಥೆಗಳು, ಮಂತ್ರ ಮತ್ತು ಶ್ಲೋಕ ಪಠಣ, ಅಗ್ನಿಹೋತ್ರ ಪರಿಚಯ, ಚಿತ್ರ ಮತ್ತು ಕರಕುಶಲ ಕಲೆ, ದೇಹಕ್ಕೆ ಶಕ್ತಿ ತುಂಬುವ ಚಟುವಟಿಕೆಗಳು, ಮಾತೃ ಭೋಜನ, ಮಾತಾಪಿತೃ ಪೂಜನ, ದೇವಸ್ಥಾನಗಳ ದರ್ಶನ ಮತ್ತು ಪರಿಚಯ, ಆಹಾರ ಪದ್ಧತಿ, ದೇಸಿ ಆಟಗಳು ಮತ್ತು ಮಕ್ಕಳ ವ್ಯಕ್ತಿತ್ವ ವಿಕಸನಕ್ಕಾಗಿ ವಿಶೇಷ ಕಾರ್ಯಕ್ರಮಗಳು ನಡೆಯಲಿವೆ. 8 ರಿಂದ 16 ವರ್ಷಗಳು ವಯೋಮಿತಿಯುಳ್ಳ ಮಕ್ಕಳಿಗೆ ಮಾತ್ರ ಪ್ರವೇಶವಕಾಶ ಕಲ್ಪಿಸಿದ್ದು ಶಿಬಿರವು ಸಂಪೂರ್ಣ ಉಚಿತವಾಗಿರುತ್ತದೆ. ಹೆಚ್ಚಿನ ಮಾಹಿತಿಗೆ 9008604156, 8904679282, 9448561013.9448659566, 9448533976, 9731156546, 8310265311 ಸಂಪರ್ಕಿಸಬಹುದಾಗಿದೆ.: [24, 206, 313, 493]
top-divider-left: [0, 156, 324, 161]
logo-underline: [97, 63, 291, 66]
brief-headline: ಉಪ ಚುನಾವಣೆ: [187, 1321, 313, 1350]
main-body-col-right: ಮಾಡಿದವರು. ಒಂದು ಜಾತಿಗೆ ಸೀಮಿತವಾಗದೆ ಎಲ್ಲಾ ಶೋಷಿತ ವರ್ಗದ ಏಳಿಗೆಗೆ ಶ್ರಮಿಸಿದರು. ಡಾ.ಬಾಬು ಜಗಜೀವನ ರಾಂ ಹಾಗೂ ಡಾ.ಬಿ.ಆರ್. ಅಂಬೇಡ್ಕರ್ ಅವರು ಸೂರ್ಯ ಚಂದ್ರರಂತೆ ಎರಡು ಕಣ್ಣುಗಳಾಗಿ ಕಂಗೊಳಿಸುತ್ತಿದ್ದಾರೆ ಎಂದರು. ಆಹಾರ ಮತ್ತು ನಾಗರಿಕ ಸರಬರಾಜು ಸಚಿವರಾದ ಕೆ.ಹೆಚ್. ಮುನಿಯಪ್ಪ ಅವರು ಮಾತನಾಡಿ, ಡಾ.ಬಾಬು ಜಗಜೀವನ ರಾಂ ಅವರ ದಕ್ಷತೆ, ತಳ ಸಮುದಾಯಗಳ ಬಗ್ಗೆ ಇದ್ದ ಅವರ ಕಾಳಜಿ ಹಾಗೂ ಆಡಳಿತ ದಕ್ಷತೆಯನ್ನು ಕಂಡು ಮಹಾತ್ಮ ಗಾಂಧೀಜಿಯವರು ಭಾರತದ ಪುಟವಿಟ್ಟ ಬಂಗಾರ ಎಂದು ಸಂಭೋದಿಸಿದ್ದರು ಎಂದರು.: [1246, 233, 1521, 403]
negilayogi-banner: ನೇಗಿಲಯೋಗಿ: [690, 1057, 1014, 1113]
column-rule: [1118, 902, 1119, 1428]
issue-date: 6.4.2025: [153, 114, 219, 131]
main-headline: ಡಾ.ಬಾಬು ಜಗಜೀವನರಾಂ ಆಡಳಿತ ವೈಖರಿ ಮಾದರಿ: [455, 144, 1402, 210]
babuji-headline: ಬಾಬೂಜಿ ಅಮೋಘ ಸಾಧನೆ ಪ್ರೇರಣೆ: [10, 1855, 549, 1910]
main-kicker: ಸಾಮಾಜಿಕ ಚಿಂತನೆಗಳನ್ನು ಅಳವಡಿಸಿಕೊಳ್ಳಬೇಕು : ಮುಖ್ಯಮಂತ್ರಿ ಸಿದ್ದರಾಮಯ್ಯ: [571, 99, 1286, 132]
sports-meet-photo: [700, 1919, 1521, 2190]
brief-headline: ಐ.ಎ.ಎಸ್ ಮತ್ತು ಕೆ.ಎ.ಎಸ್ ಪರೀಕ್ಷೆಗಳಿಗೆ ತರಬೇತಿ: [82, 858, 313, 918]
mock-drill-photo: [342, 1435, 933, 1681]
garlanded-statue: [1381, 976, 1502, 1219]
